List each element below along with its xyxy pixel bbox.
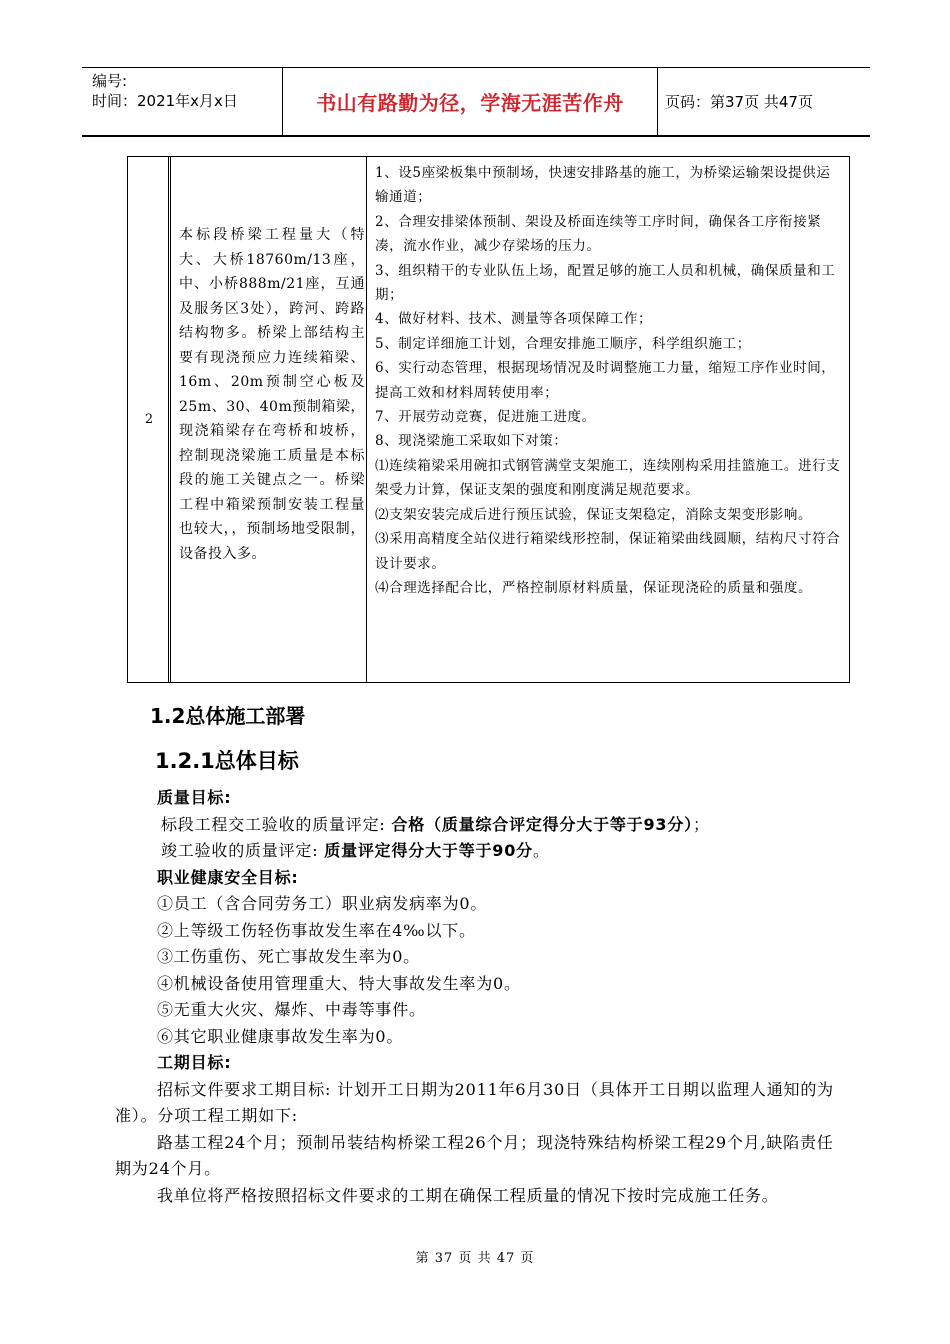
- safety-item: ⑤无重大火灾、爆炸、中毒等事件。: [157, 1000, 426, 1019]
- header-meta: [92, 71, 238, 111]
- safety-item: ⑥其它职业健康事故发生率为0。: [157, 1026, 404, 1046]
- measure-item: 5、制定详细施工计划，合理安排施工顺序，科学组织施工；: [375, 335, 751, 352]
- header-motto: 书山有路勤为径，学海无涯苦作舟: [316, 91, 624, 115]
- header-divider: [282, 67, 283, 136]
- doc-number-label: 编号:: [92, 72, 128, 90]
- measures-cell: [375, 161, 843, 600]
- schedule-title: 工期目标:: [157, 1053, 232, 1072]
- measure-item: 8、现浇梁施工采取如下对策：: [375, 433, 568, 450]
- measures-table: [127, 156, 850, 683]
- measure-item: 4、做好材料、技术、测量等各项保障工作；: [375, 311, 653, 328]
- safety-title: 职业健康安全目标:: [157, 867, 299, 887]
- measure-item: ⑴连续箱梁采用碗扣式钢管满堂支架施工，连续刚构采用挂篮施工。进行支架受力计算，保证支架的强度和刚度满足规范要求。: [375, 457, 841, 499]
- quality-text: 竣工验收的质量评定:: [161, 841, 325, 860]
- schedule-paragraph: 我单位将严格按照招标文件要求的工期在确保工程质量的情况下按时完成施工任务。: [157, 1185, 779, 1205]
- subsection-heading: 1.2.1总体目标: [155, 749, 299, 773]
- safety-item: ②上等级工伤轻伤事故发生率在4‰以下。: [157, 920, 476, 940]
- quality-text: 标段工程交工验收的质量评定:: [161, 814, 392, 834]
- header-divider: [657, 67, 658, 136]
- page-footer: 第 37 页 共 47 页: [415, 1251, 535, 1266]
- quality-title: 质量目标:: [157, 788, 232, 807]
- schedule-paragraph: 路基工程24个月；预制吊装结构桥梁工程26个月；现浇特殊结构桥梁工程29个月,缺陷责任期为24个月。: [115, 1132, 834, 1178]
- measure-item: 3、组织精干的专业队伍上场，配置足够的施工人员和机械，确保质量和工期；: [375, 262, 836, 304]
- quality-text: 。: [532, 841, 550, 860]
- measure-item: 7、开展劳动竞赛，促进施工进度。: [375, 409, 596, 426]
- header-page-label: 页码：第37页 共47页: [665, 93, 813, 111]
- measure-item: 6、实行动态管理，根据现场情况及时调整施工力量，缩短工序作业时间，提高工效和材料周转使用率；: [375, 360, 836, 401]
- quality-line: [115, 838, 835, 865]
- section-body: [115, 785, 835, 1209]
- schedule-paragraph: 招标文件要求工期目标: 计划开工日期为2011年6月30日（具体开工日期以监理人通知的为准）。分项工程工期如下:: [115, 1079, 834, 1125]
- safety-item: ③工伤重伤、死亡事故发生率为0。: [157, 947, 420, 966]
- quality-line: [115, 812, 835, 839]
- row-number: 2: [144, 412, 154, 427]
- section-heading: 1.2总体施工部署: [150, 704, 306, 728]
- safety-item: ④机械设备使用管理重大、特大事故发生率为0。: [157, 973, 521, 993]
- measure-item: ⑵支架安装完成后进行预压试验，保证支架稳定，消除支架变形影响。: [375, 506, 813, 523]
- doc-date-label: 时间：2021年x月x日: [92, 92, 238, 110]
- page-header: [82, 67, 870, 137]
- quality-value: 合格（质量综合评定得分大于等于93分）: [391, 814, 693, 834]
- quality-text: ；: [692, 814, 710, 834]
- problem-cell: 本标段桥梁工程量大（特大、大桥18760m/13座，中、小桥888m/21座，互通及服务区3处），跨河、跨路结构物多。桥梁上部结构主要有现浇预应力连续箱梁、16m、20m预制空心板及25m、30、40m预制箱梁，现浇箱梁存在弯桥和坡桥，控制现浇梁施工质量是本标段的施工关键点之一。桥梁工程中箱梁预制安装工程量也较大，，预制场地受限制，设备投入多。: [179, 227, 365, 562]
- measure-item: ⑶采用高精度全站仪进行箱梁线形控制，保证箱梁曲线圆顺，结构尺寸符合设计要求。: [375, 531, 841, 572]
- measure-item: 2、合理安排梁体预制、架设及桥面连续等工序时间，确保各工序衔接紧凑，流水作业，减少存梁场的压力。: [375, 213, 822, 255]
- quality-value: 质量评定得分大于等于90分: [324, 841, 533, 860]
- table-column-divider: [366, 157, 367, 682]
- measure-item: 1、设5座梁板集中预制场，快速安排路基的施工，为桥梁运输架设提供运输通道；: [375, 165, 831, 206]
- safety-item: ①员工（含合同劳务工）职业病发病率为0。: [157, 894, 488, 913]
- measure-item: ⑷合理选择配合比，严格控制原材料质量，保证现浇砼的质量和强度。: [375, 579, 813, 596]
